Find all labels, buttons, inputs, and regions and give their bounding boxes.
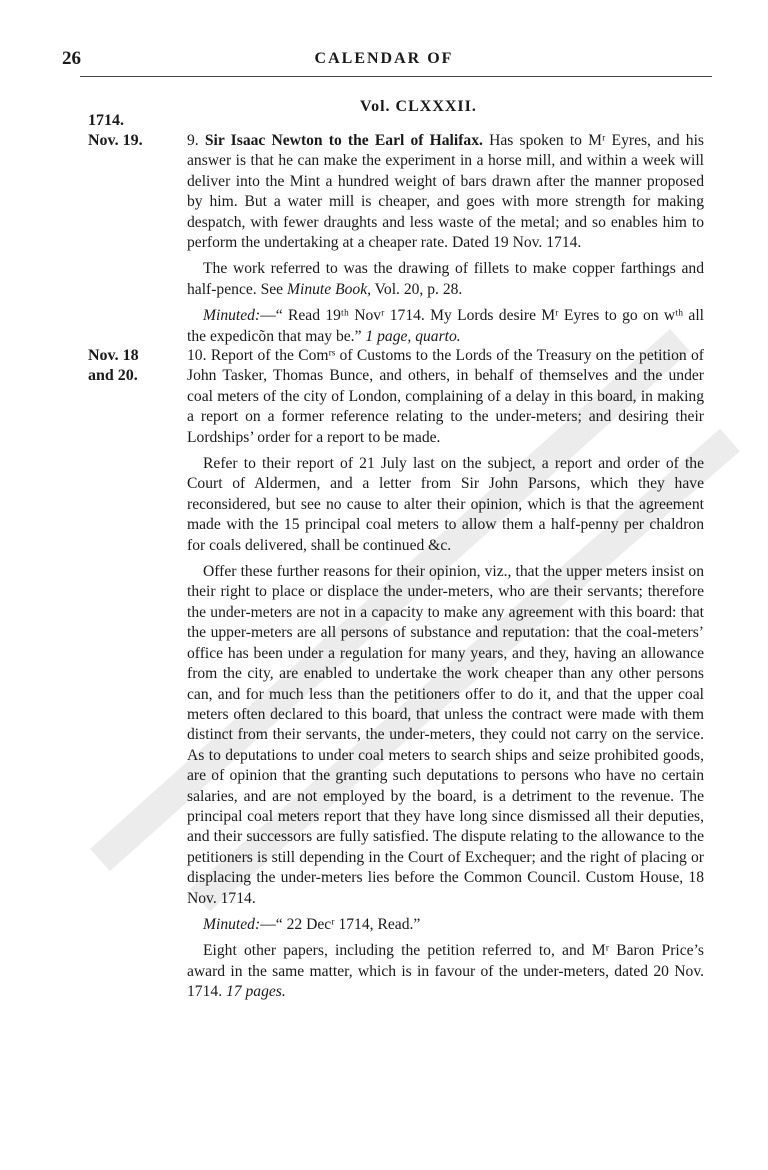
entry-text: Vol. 20, p. 28. — [374, 280, 463, 298]
entry-italic: Minute Book, — [287, 280, 372, 298]
margin-date-line: and 20. — [88, 367, 138, 384]
entry-text: Eight other papers, including the petition referred to, and Mʳ Baron Price’s award in the same matter, which is in favour of the under-meters, dated 20 Nov. 1714. — [187, 942, 704, 1001]
entry-paragraph — [187, 941, 704, 1002]
entry-paragraph — [187, 346, 704, 448]
entry-paragraph — [187, 131, 704, 253]
page-count: 1 page, quarto. — [365, 327, 461, 345]
margin-date-line: Nov. 18 — [88, 347, 139, 364]
entry-10 — [187, 346, 704, 1009]
entry-number: 9. — [187, 132, 199, 149]
entry-paragraph: Refer to their report of 21 July last on the subject, a report and order of the Court of Aldermen, and a letter from Sir John Parsons, which they have reconsidered, but see no cause to alter their opinion, which is that the agreement made with the 15 principal coal meters to allow them a half-penny per chaldron for coals delivered, shall be continued &c. — [187, 455, 704, 554]
entry-text: Report of the Comʳˢ of Customs to the Lords of the Treasury on the petition of John Tasker, Thomas Bunce, and others, in behalf of themselves and the under coal meters of the city of London, complaining of a delay in this board, in making a report on a former reference relating to the under-meters; and desiring their Lordships’ order for a report to be made. — [187, 347, 704, 446]
entry-paragraph — [187, 259, 704, 300]
page-count: 17 pages. — [226, 983, 286, 1001]
minuted-label: Minuted: — [203, 915, 261, 933]
page-number: 26 — [62, 48, 81, 69]
minuted-label: Minuted: — [203, 307, 261, 325]
margin-year: 1714. — [88, 112, 124, 129]
entry-text: The work referred to was the drawing of fillets to make copper farthings and half-pence. See — [187, 260, 704, 298]
margin-date — [88, 346, 139, 386]
entry-paragraph: Offer these further reasons for their opinion, viz., that the upper meters insist on their right to place or displace the under-meters, who are their servants; therefore the under-meters are not in a capacity to make any agreement with this board: that the upper-meters are all persons of substance and reputation: that the coal-meters’ office has been under a regulation for many years, and they, having an allowance from the city, are enabled to undertake the work cheaper than any other persons can, and for much less than the petitioners offer to do it, and that the upper coal meters often declared to this board, that unless the contract were made with them distinct from their servants, the under-meters, they could not carry on the service. As to deputations to under coal meters to search ships and seize prohibited goods, are of opinion that the granting such deputations to persons who have no certain salaries, and are not employed by the board, is a detriment to the revenue. The principal coal meters report that they have long since dismissed all their deputies, and their successors are fully satisfied. The dispute relating to the allowance to the petitioners is still depending in the Court of Exchequer; and the right of placing or displacing the under-meters lies before the Common Council. Custom House, 18 Nov. 1714. — [187, 563, 704, 907]
entry-number: 10. — [187, 347, 207, 364]
entry-minute — [187, 915, 704, 935]
volume-heading: Vol. CLXXXII. — [360, 98, 477, 115]
entry-text: Has spoken to Mʳ Eyres, and his answer is that he can make the experiment in a horse mill, and within a week will deliver into the Mint a hundred weight of bars drawn after the manner proposed by him. But a water mill is cheaper, and goes with more strength for making despatch, with fewer draughts and less waste of the metal; and so enables him to perform the undertaking at a cheaper rate. Dated 19 Nov. 1714. — [187, 132, 704, 252]
entry-lead: Sir Isaac Newton to the Earl of Halifax. — [204, 132, 483, 149]
entry-text: —“ 22 Decʳ 1714, Read.” — [260, 915, 421, 933]
running-title: CALENDAR OF — [314, 50, 454, 67]
entry-text: —“ Read 19ᵗʰ Novʳ 1714. My Lords desire Mʳ Eyres to go on wᵗʰ all the expedicõn that may be.” — [187, 307, 704, 345]
header-rule — [80, 76, 712, 77]
margin-date: Nov. 19. — [88, 132, 143, 149]
entry-minute — [187, 306, 704, 347]
entry-9 — [187, 131, 704, 353]
